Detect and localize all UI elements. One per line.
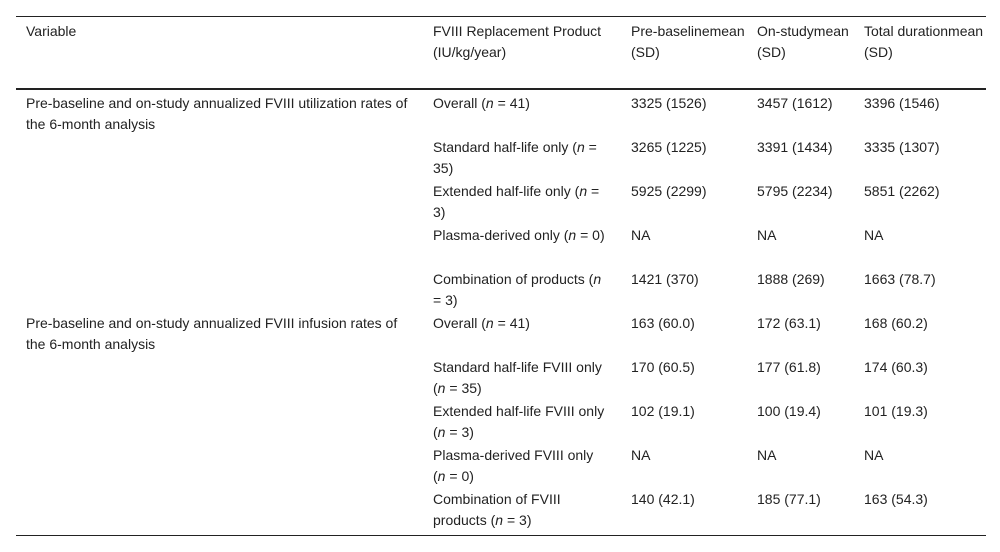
header-variable: Variable bbox=[26, 23, 77, 39]
on-study-cell: 5795 (2234) bbox=[757, 183, 833, 199]
pre-baseline-cell: 140 (42.1) bbox=[631, 491, 695, 507]
product-cell: Standard half-life FVIII only (n = 35) bbox=[433, 359, 602, 396]
product-cell: Overall (n = 41) bbox=[433, 95, 530, 111]
on-study-cell: NA bbox=[757, 227, 777, 243]
pre-baseline-cell: NA bbox=[631, 447, 651, 463]
on-study-cell: 177 (61.8) bbox=[757, 359, 821, 375]
pre-baseline-cell: 102 (19.1) bbox=[631, 403, 695, 419]
total-duration-cell: 3335 (1307) bbox=[864, 139, 940, 155]
on-study-cell: 1888 (269) bbox=[757, 271, 825, 287]
product-cell: Standard half-life only (n = 35) bbox=[433, 139, 597, 176]
product-cell: Extended half-life only (n = 3) bbox=[433, 183, 600, 220]
total-duration-cell: 101 (19.3) bbox=[864, 403, 928, 419]
product-cell: Combination of products (n = 3) bbox=[433, 271, 602, 308]
on-study-cell: 3391 (1434) bbox=[757, 139, 833, 155]
pre-baseline-cell: 5925 (2299) bbox=[631, 183, 707, 199]
product-cell: Combination of FVIII products (n = 3) bbox=[433, 491, 561, 528]
group-label-utilization: Pre-baseline and on-study annualized FVIII utilization rates of the 6-month analysis bbox=[26, 95, 408, 132]
header-total-duration: Total durationmean (SD) bbox=[864, 23, 984, 60]
total-duration-cell: 3396 (1546) bbox=[864, 95, 940, 111]
product-cell: Plasma-derived FVIII only (n = 0) bbox=[433, 447, 594, 484]
pre-baseline-cell: 170 (60.5) bbox=[631, 359, 695, 375]
header-rule bbox=[16, 88, 986, 90]
header-pre-baseline: Pre-baselinemean (SD) bbox=[631, 23, 745, 60]
on-study-cell: 3457 (1612) bbox=[757, 95, 833, 111]
table-top-rule bbox=[16, 16, 986, 17]
total-duration-cell: 168 (60.2) bbox=[864, 315, 928, 331]
total-duration-cell: 1663 (78.7) bbox=[864, 271, 936, 287]
group-label-infusion: Pre-baseline and on-study annualized FVIII infusion rates of the 6-month analysis bbox=[26, 315, 398, 352]
total-duration-cell: 5851 (2262) bbox=[864, 183, 940, 199]
total-duration-cell: NA bbox=[864, 447, 884, 463]
pre-baseline-cell: 3325 (1526) bbox=[631, 95, 707, 111]
product-cell: Plasma-derived only (n = 0) bbox=[433, 227, 605, 243]
product-cell: Overall (n = 41) bbox=[433, 315, 530, 331]
header-product: FVIII Replacement Product (IU/kg/year) bbox=[433, 23, 602, 60]
header-on-study: On-studymean (SD) bbox=[757, 23, 849, 60]
pre-baseline-cell: 163 (60.0) bbox=[631, 315, 695, 331]
on-study-cell: NA bbox=[757, 447, 777, 463]
total-duration-cell: 174 (60.3) bbox=[864, 359, 928, 375]
on-study-cell: 100 (19.4) bbox=[757, 403, 821, 419]
product-cell: Extended half-life FVIII only (n = 3) bbox=[433, 403, 605, 440]
total-duration-cell: NA bbox=[864, 227, 884, 243]
on-study-cell: 185 (77.1) bbox=[757, 491, 821, 507]
table-bottom-rule bbox=[16, 535, 986, 536]
pre-baseline-cell: 1421 (370) bbox=[631, 271, 699, 287]
pre-baseline-cell: 3265 (1225) bbox=[631, 139, 707, 155]
total-duration-cell: 163 (54.3) bbox=[864, 491, 928, 507]
pre-baseline-cell: NA bbox=[631, 227, 651, 243]
on-study-cell: 172 (63.1) bbox=[757, 315, 821, 331]
